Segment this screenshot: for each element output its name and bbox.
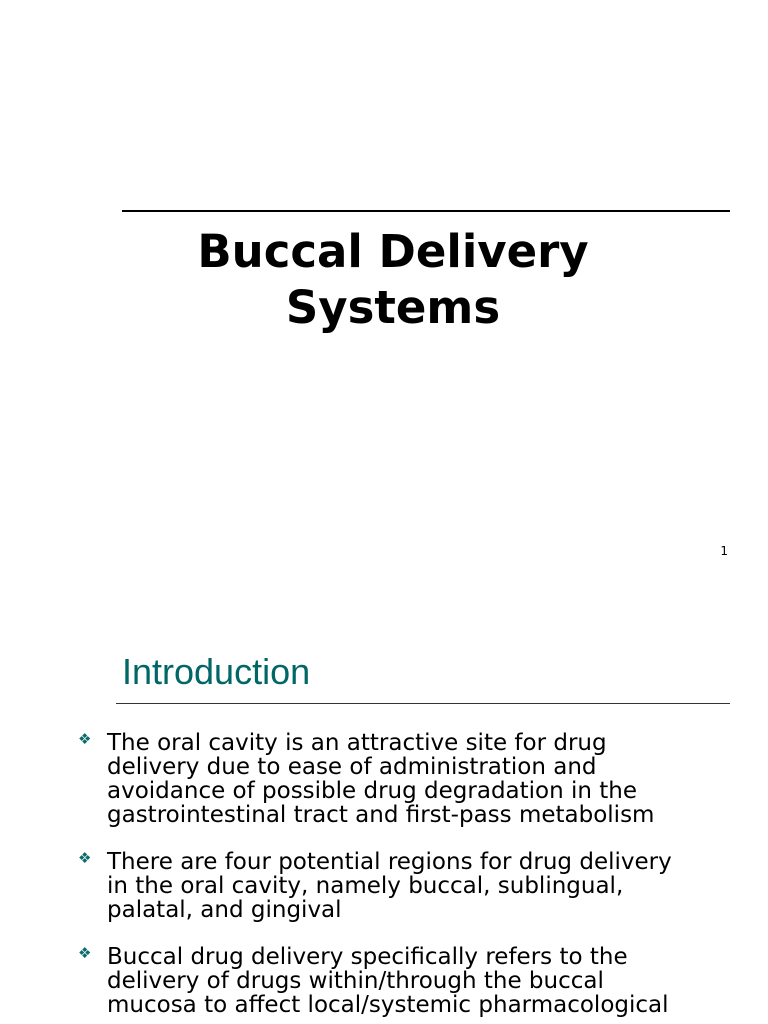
bullet-text-line: Buccal drug delivery specifically refers to the: [107, 944, 628, 970]
bullet-text-line: palatal, and gingival: [107, 897, 342, 923]
diamond-bullet-icon: ❖: [78, 730, 92, 748]
bullet-item: [78, 850, 728, 922]
slide-title-line: Systems: [285, 281, 501, 334]
slide-title: [122, 224, 664, 336]
diamond-bullet-icon: ❖: [78, 849, 92, 867]
bullet-text-line: in the oral cavity, namely buccal, sublingual,: [107, 873, 624, 899]
bullet-item: [78, 731, 728, 827]
bullet-list: [78, 731, 728, 1024]
bullet-text-line: The oral cavity is an attractive site for drug: [107, 730, 607, 756]
heading-underline-rule: [116, 703, 730, 704]
bullet-text-line: gastrointestinal tract and first-pass metabolism: [107, 802, 655, 828]
title-top-rule: [122, 210, 730, 212]
bullet-text-line: delivery due to ease of administration and: [107, 754, 597, 780]
slide-title-line: Buccal Delivery: [197, 225, 589, 278]
section-heading: Introduction: [122, 651, 311, 692]
bullet-text-line: There are four potential regions for drug delivery: [107, 849, 672, 875]
diamond-bullet-icon: ❖: [78, 944, 92, 962]
bullet-item: [78, 945, 728, 1017]
bullet-text-line: delivery of drugs within/through the buccal: [107, 968, 604, 994]
bullet-text-line: mucosa to affect local/systemic pharmacological: [107, 992, 669, 1018]
bullet-text-line: avoidance of possible drug degradation in the: [107, 778, 638, 804]
slide-number: 1: [720, 544, 728, 558]
